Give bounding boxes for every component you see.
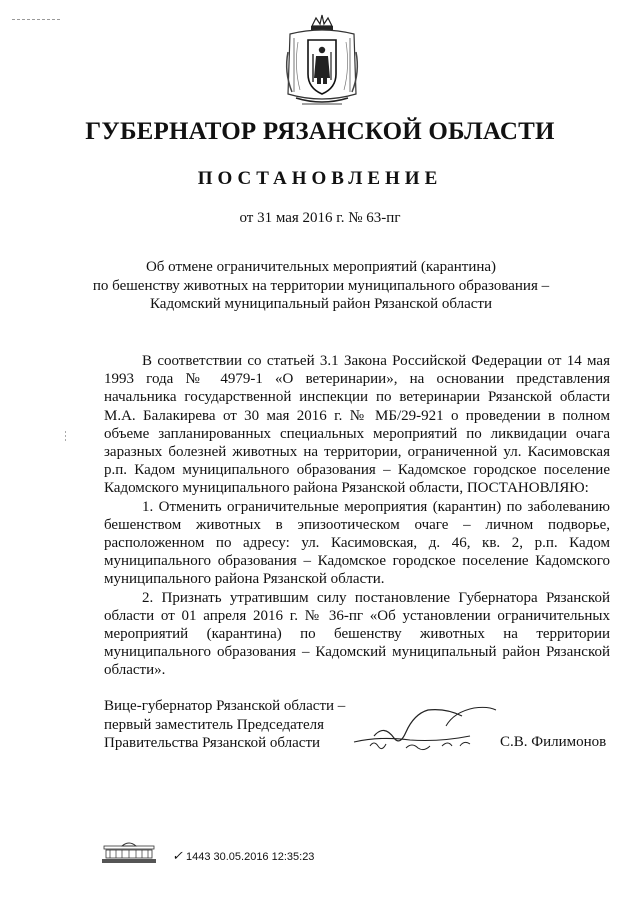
clause-paragraph: 1. Отменить ограничительные мероприятия (карантин) по заболеванию бешенством животных в эпизоотическом очаге – личном подворье, расположенном по адресу: ул. Касимовская, д. 46, кв. 2, р.п. Кадом муниципального образования – Кадомское городское поселение Кадомского муниципального района Рязанской области. <box>104 498 610 588</box>
position-line: Вице-губернатор Рязанской области – <box>104 698 346 714</box>
registration-stamp <box>172 848 314 864</box>
subject-line: Об отмене ограничительных мероприятий (карантина) <box>145 259 497 275</box>
ryazan-coat-of-arms-icon <box>282 12 362 112</box>
subject-line: Кадомский муниципальный район Рязанской области <box>149 296 493 312</box>
document-type: ПОСТАНОВЛЕНИЕ <box>197 168 443 189</box>
signatory-name: С.В. Филимонов <box>500 734 607 750</box>
registration-text: 1443 30.05.2016 12:35:23 <box>185 851 315 863</box>
signatory-position <box>104 697 345 753</box>
handwritten-signature-icon <box>350 706 500 756</box>
document-subject <box>90 258 552 314</box>
position-line: Правительства Рязанской области <box>104 735 321 751</box>
subject-line: по бешенству животных на территории муниципального образования – <box>92 277 550 294</box>
document-body <box>104 352 610 680</box>
document-date-number: от 31 мая 2016 г. № 63-пг <box>239 210 401 226</box>
government-building-logo-icon <box>100 840 158 866</box>
position-line: первый заместитель Председателя <box>104 716 324 733</box>
scan-mark <box>12 8 60 11</box>
clause-paragraph: 2. Признать утратившим силу постановление Губернатора Рязанской области от 01 апреля 2016 г. № 36-пг «Об установлении ограничительных мероприятий (карантина) по бешенству животных на территории муниципального образования – Кадомский муниципальный район Рязанской области». <box>104 589 610 679</box>
issuer-title: ГУБЕРНАТОР РЯЗАНСКОЙ ОБЛАСТИ <box>85 118 555 145</box>
registration-number-icon: ✓ <box>172 848 183 863</box>
preamble-paragraph: В соответствии со статьей 3.1 Закона Российской Федерации от 14 мая 1993 года № 4979-1 «О ветеринарии», на основании представления начальника государственной инспекции по ветеринарии Рязанской области М.А. Балакирева от 30 мая 2016 г. № МБ/29-921 о проведении в полном объеме запланированных специальных мероприятий по ликвидации очага заразных болезней животных на территории, ограниченной ул. Касимовская р.п. Кадом муниципального образования – Кадомское городское поселение Кадомского муниципального района Рязанской области, ПОСТАНОВЛЯЮ: <box>104 353 610 497</box>
margin-mark <box>64 430 67 442</box>
